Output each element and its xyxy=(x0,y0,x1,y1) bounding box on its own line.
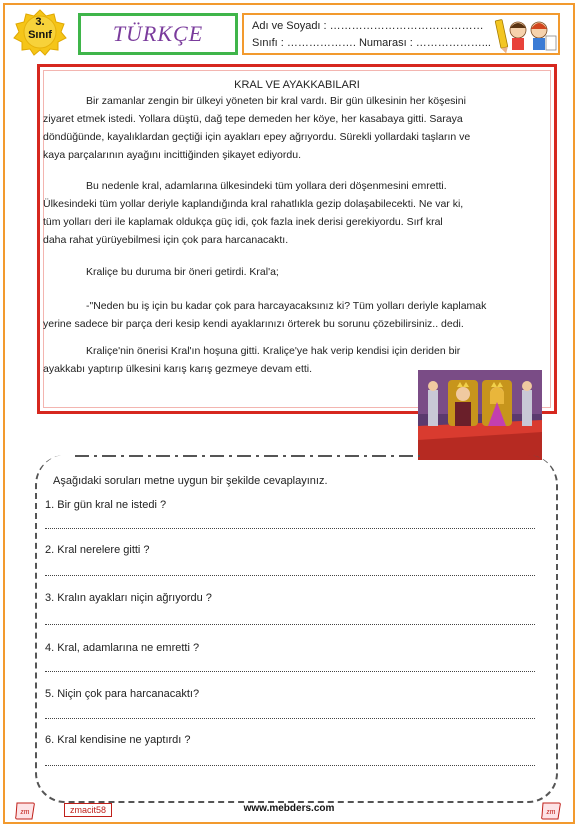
grade-number: 3. xyxy=(35,16,45,28)
question-4: 4. Kral, adamlarına ne emretti ? xyxy=(45,642,200,654)
grade-word: Sınıf xyxy=(28,29,52,41)
kids-pencil-icon xyxy=(494,14,560,54)
answer-line-6[interactable] xyxy=(45,765,535,766)
name-field-label: Adı ve Soyadı : …………………………………… xyxy=(252,20,484,32)
story-line: Ülkesindeki tüm yollar deriyle kaplandığında kral rahatlıkla gezip dolaşabilecekti. Ne var ki, xyxy=(43,198,464,210)
question-5: 5. Niçin çok para harcanacaktı? xyxy=(45,688,200,700)
subject-title-box xyxy=(78,13,238,55)
story-line: yerine sadece bir parça deri kesip kendi ayaklarınızı örterek bu sorunu çözebilirsiniz.. dedi. xyxy=(43,318,464,330)
story-line: Kraliçe'nin önerisi Kral'ın hoşuna gitti. Kraliçe'ye hak verip kendisi için deriden bir xyxy=(86,345,461,357)
story-line: tüm yolları deri ile kaplamak oldukça güç idi, çok fazla inek derisi gerekiyordu. Sırf kral xyxy=(43,216,443,228)
story-paragraph-1 xyxy=(43,92,547,164)
story-line: ziyaret etmek istedi. Yollara düştü, dağ tepe demeden her köye, her kasabaya gitti. Saraya xyxy=(43,113,463,125)
zm-logo-right-icon xyxy=(540,801,562,821)
footer-author-tag: zmacit58 xyxy=(64,803,112,817)
story-paragraph-2 xyxy=(43,177,547,249)
question-2: 2. Kral nerelere gitti ? xyxy=(45,544,150,556)
question-6: 6. Kral kendisine ne yaptırdı ? xyxy=(45,734,191,746)
questions-instruction: Aşağıdaki soruları metne uygun bir şekilde cevaplayınız. xyxy=(53,475,328,487)
grade-label xyxy=(12,16,68,42)
answer-line-5[interactable] xyxy=(45,718,535,719)
class-number-field-label: Sınıfı : ………………. Numarası : ………………... xyxy=(252,37,491,49)
story-paragraph-4 xyxy=(43,297,547,333)
story-line: kaya parçalarının ayağını incittiğinden şikayet ediyordu. xyxy=(43,149,301,161)
story-line: döndüğünde, kayalıklardan geçtiği için ayakları epey ağrıyordu. Sürekli yollardaki taşların ve xyxy=(43,131,471,143)
zm-logo-left-text: zm xyxy=(20,807,30,816)
question-1: 1. Bir gün kral ne istedi ? xyxy=(45,499,167,511)
story-line: Bir zamanlar zengin bir ülkeyi yöneten bir kral vardı. Bir gün ülkesinin her köşesini xyxy=(86,95,466,107)
story-line: ayakkabı yaptırıp ülkesini karış karış gezmeye devam etti. xyxy=(43,363,313,375)
king-queen-illustration xyxy=(418,370,542,460)
subject-title: TÜRKÇE xyxy=(112,21,204,46)
question-3: 3. Kralın ayakları niçin ağrıyordu ? xyxy=(45,592,212,604)
zm-logo-right-text: zm xyxy=(546,807,556,816)
answer-line-1[interactable] xyxy=(45,528,535,529)
story-title: KRAL VE AYAKKABILARI xyxy=(234,79,360,91)
story-line: -"Neden bu iş için bu kadar çok para harcayacaksınız ki? Tüm yolları deriyle kaplamak xyxy=(86,300,487,312)
answer-line-3[interactable] xyxy=(45,624,535,625)
story-line: Kraliçe bu duruma bir öneri getirdi. Kral'a; xyxy=(86,266,279,278)
answer-line-2[interactable] xyxy=(45,575,535,576)
answer-line-4[interactable] xyxy=(45,671,535,672)
story-paragraph-3 xyxy=(43,263,547,281)
story-line: Bu nedenle kral, adamlarına ülkesindeki tüm yollara deri döşenmesini emretti. xyxy=(86,180,447,192)
story-line: daha rahat yürüyebilmesi için çok para harcanacaktı. xyxy=(43,234,289,246)
footer-url[interactable]: www.mebders.com xyxy=(243,803,335,814)
